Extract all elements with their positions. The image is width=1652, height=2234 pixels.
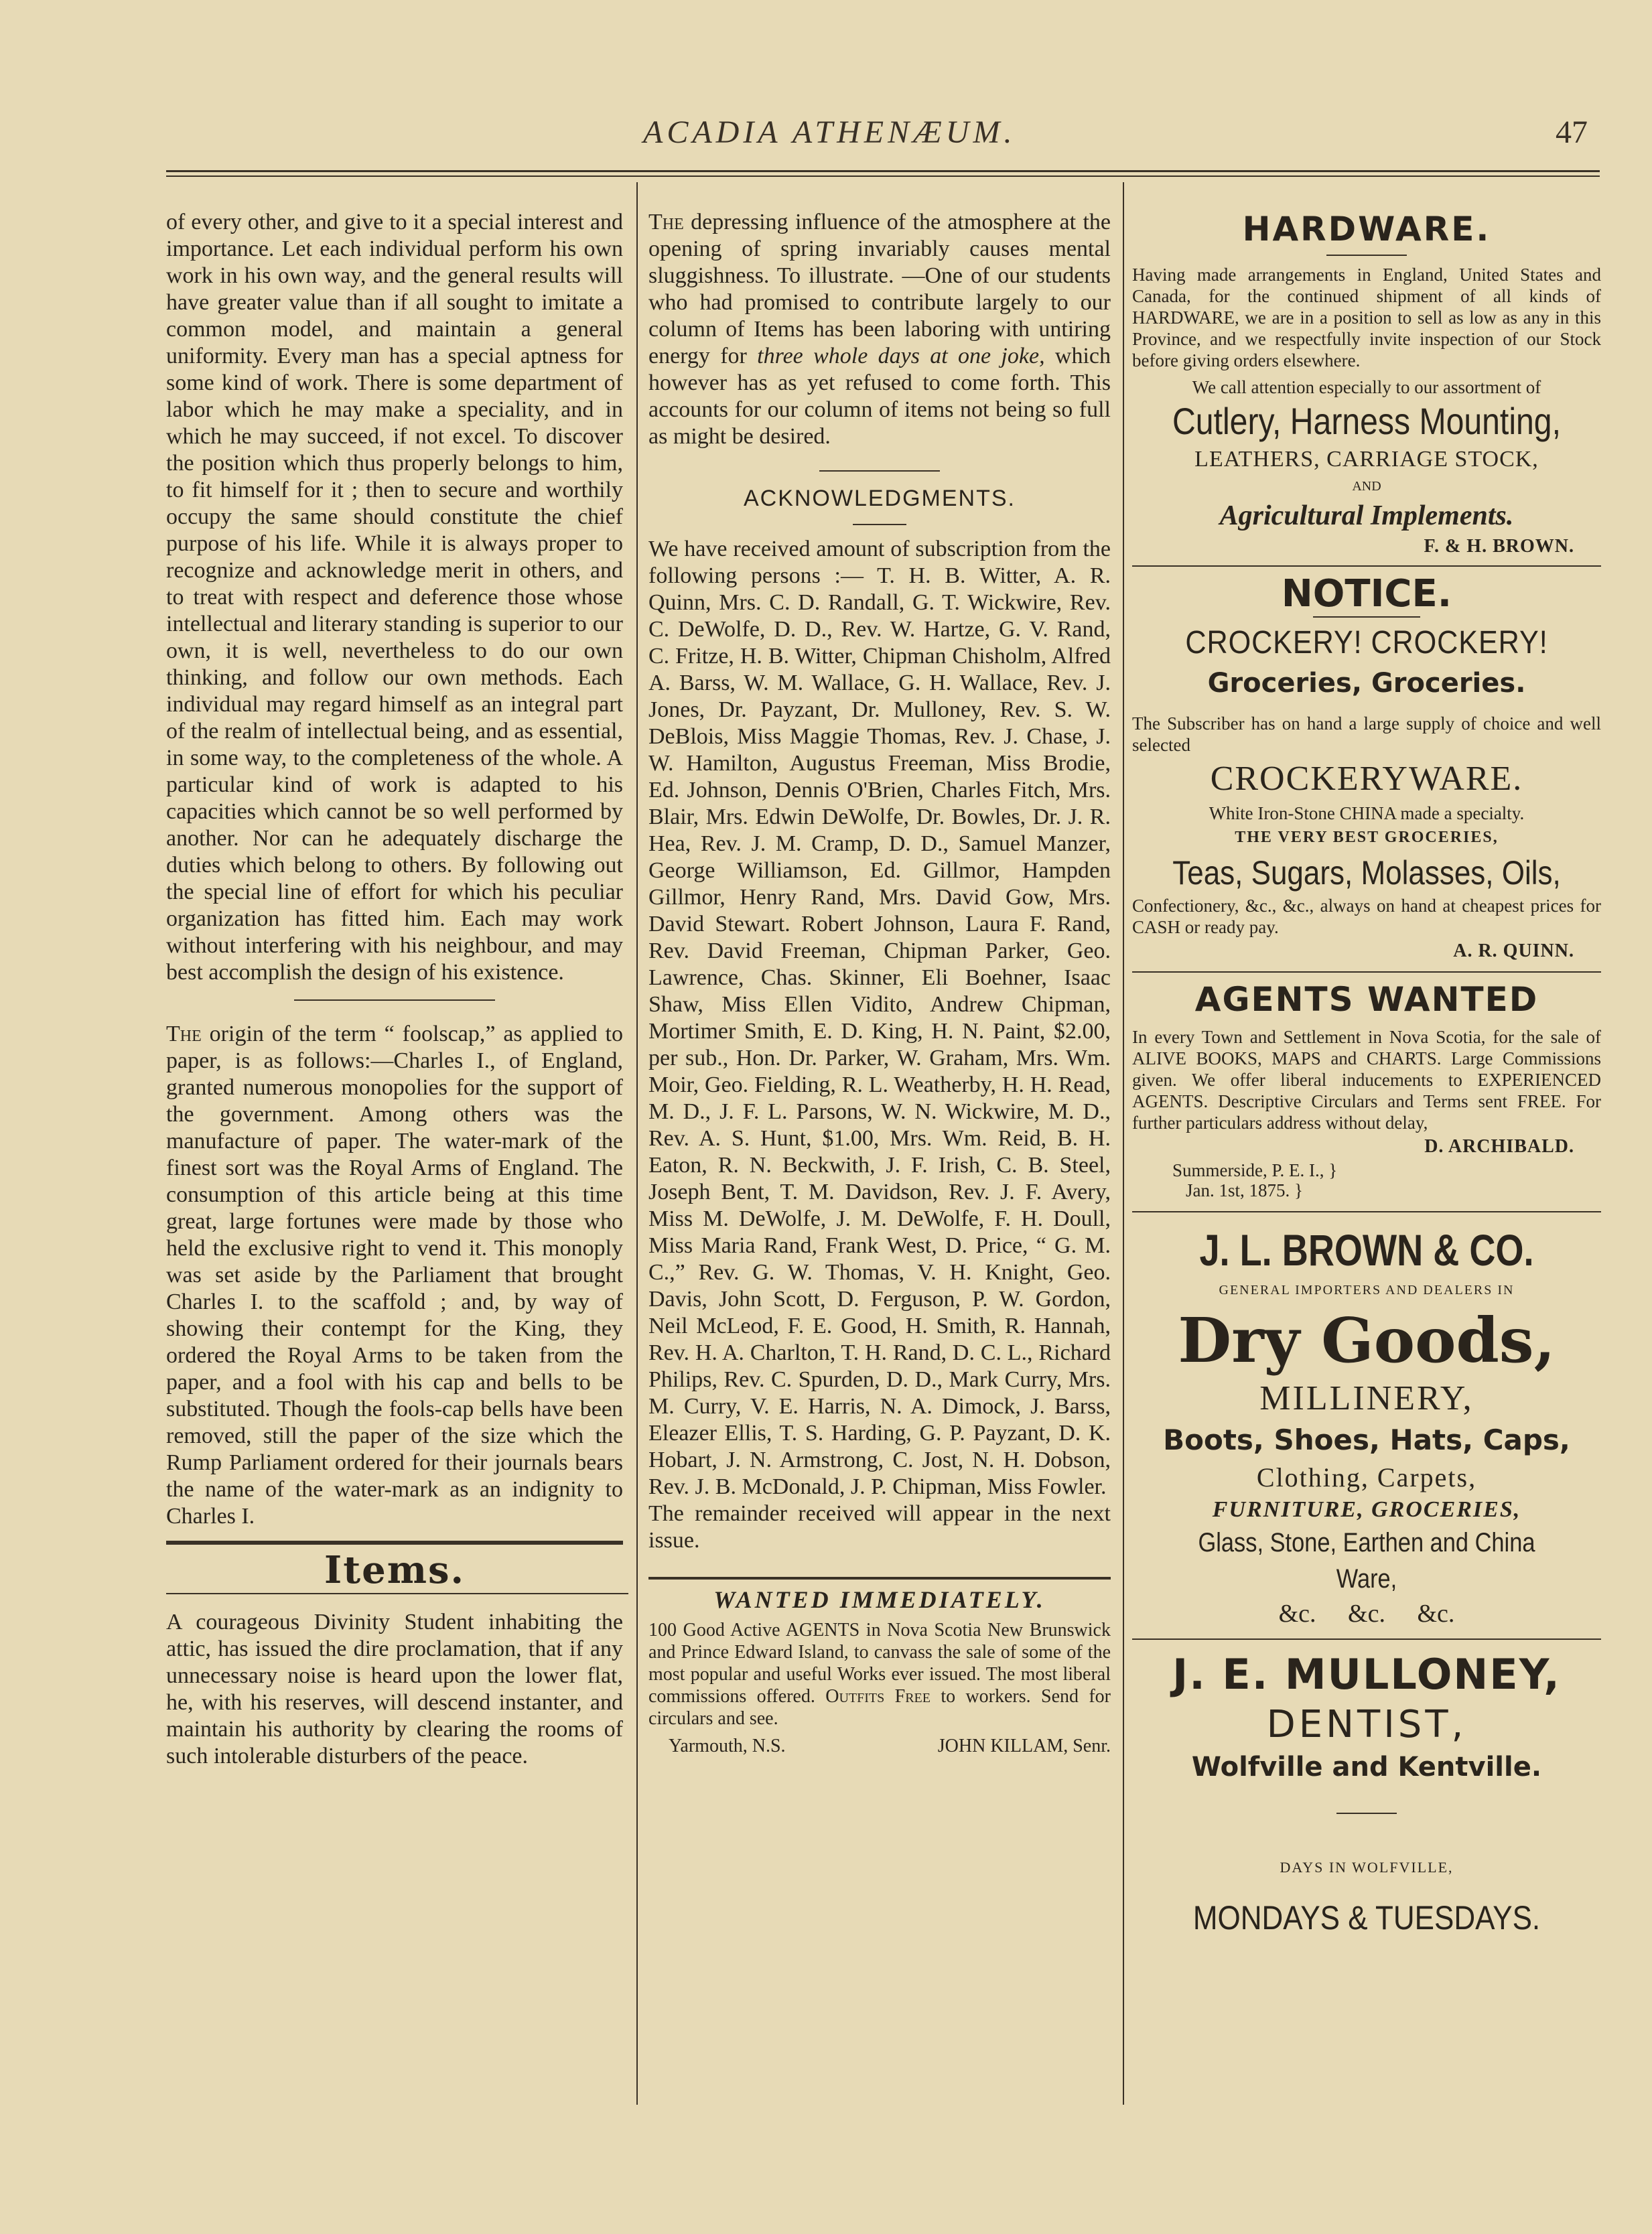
jl-brown-dry-goods: Dry Goods, — [1178, 1304, 1556, 1377]
foolscap-lead: The — [166, 1022, 202, 1046]
foolscap-body: origin of the term “ foolscap,” as applied to paper, is as follows:—Charles I., of England, granted numerous monopolies for the support of the government. Among others was the manufacture of paper. The water-mark of the finest sort was the Royal Arms of England. The consumption of this article being at this time great, large fortunes were made by those who held the exclusive right to vend it. This monoply was set aside by the Parliament that brought Charles I. to the scaffold ; and, by way of showing their contempt for the King, they ordered the Royal Arms to be taken from the paper, and a fool with his cap and bells to be substituted. Though the fools-cap bells have been removed, still the paper of the size which the Rump Parliament ordered for their journals bears the name of the water-mark as an indignity to Charles I. — [166, 1022, 623, 1529]
section-divider — [294, 999, 495, 1001]
acknowledgments-heading: ACKNOWLEDGMENTS. — [743, 486, 1016, 511]
jl-brown-etc: &c. &c. &c. — [1278, 1600, 1455, 1628]
agents-date: Jan. 1st, 1875. — [1186, 1180, 1290, 1200]
hardware-attention: We call attention especially to our assortment of — [1192, 377, 1541, 397]
notice-crockery: CROCKERY! CROCKERY! — [1185, 625, 1548, 660]
wanted-signer: JOHN KILLAM, Senr. — [937, 1736, 1111, 1756]
page-number: 47 — [1556, 115, 1588, 150]
agents-dateline: Summerside, P. E. I., } Jan. 1st, 1875. } — [1172, 1160, 1338, 1200]
jl-brown-furniture: FURNITURE, GROCERIES, — [1212, 1497, 1521, 1522]
notice-teas: Teas, Sugars, Molasses, Oils, — [1172, 854, 1561, 892]
essay-paragraph: of every other, and give to it a special interest and importance. Let each individual perform his own work in his own way, and the general results will have greater value than if all sought to imitate a common model, and maintain a general uniformity. Every man has a special aptness for some kind of work. There is some department of labor which he may make a speciality, and in which he may succeed, if not excel. To discover the position which thus properly belongs to him, to fit himself for it ; then to secure and worthily occupy the same should constitute the chief purpose of his life. While it is always proper to recognize and acknowledge merit in others, and to treat with respect and deference those whose intellectual and literary standing is superior to our own, it is well, nevertheless to do our own thinking, and follow our own methods. Each individual may regard himself as an integral part of the realm of intellectual being, and as essential, in some way, to the completeness of the whole. A particular kind of work is adapted to his capacities which cannot be so well performed by another. Nor can he adequately discharge the duties which belong to others. By following out the special line of effort for which his peculiar organization has fitted him. Each may work without interfering with his neighbour, and may best accomplish the design of his existence. — [166, 210, 623, 985]
dentist-place: Wolfville and Kentville. — [1191, 1752, 1542, 1783]
middle-column — [648, 209, 1111, 1757]
items-paragraph: A courageous Divinity Student inhabiting the attic, has issued the dire proclamation, that if any unnecessary noise is heard upon the lower flat, he, with his reserves, will descend instanter, and maintain his authority by clearing the rooms of such intolerable disturbers of the peace. — [166, 1610, 623, 1768]
column-divider-right — [1123, 182, 1124, 2105]
items-rule — [166, 1541, 623, 1545]
notice-body: The Subscriber has on hand a large supply of choice and well selected — [1132, 713, 1601, 755]
hardware-agri: Agricultural Implements. — [1219, 500, 1514, 531]
notice-conf: Confectionery, &c., &c., always on hand at cheapest prices for CASH or ready pay. — [1132, 896, 1601, 937]
hardware-sign: F. & H. BROWN. — [1424, 536, 1574, 557]
items-heading: Items. — [324, 1548, 465, 1592]
dentist-title: DENTIST, — [1266, 1703, 1467, 1746]
notice-sign: A. R. QUINN. — [1453, 940, 1574, 961]
left-column — [166, 209, 623, 1770]
wanted-outfits: Outfits Free — [825, 1686, 931, 1707]
wanted-place: Yarmouth, N.S. — [669, 1736, 786, 1756]
header-rule-top — [166, 170, 1600, 172]
wanted-signature — [648, 1735, 1111, 1757]
acknowledgments-remainder: The remainder received will appear in the next issue. — [648, 1501, 1111, 1553]
wanted-rule — [648, 1577, 1111, 1580]
wanted-immediately-ad — [648, 1586, 1111, 1757]
notice-ware: CROCKERYWARE. — [1210, 760, 1523, 798]
depressing-lead: The — [648, 210, 684, 234]
depressing-italic: three whole days at one joke, — [757, 344, 1045, 368]
foolscap-article — [166, 1021, 623, 1530]
agents-body: In every Town and Settlement in Nova Scotia, for the sale of ALIVE BOOKS, MAPS and CHARTS. Large Commissions given. We offer liberal inducements to EXPERIENCED AGENTS. Descriptive Circulars and Terms sent FREE. For further particulars address without delay, — [1132, 1027, 1601, 1133]
notice-groceries: Groceries, Groceries. — [1207, 668, 1526, 699]
items-underline — [166, 1593, 628, 1594]
depressing-article — [648, 209, 1111, 450]
wanted-body: 100 Good Active AGENTS in Nova Scotia New Brunswick and Prince Edward Island, to canvass the sale of some of the most popular and useful Works ever issued. The most liberal commissions offered. Outfits Free to workers. Send for circulars and see. — [648, 1620, 1111, 1729]
wanted-title: WANTED IMMEDIATELY. — [713, 1586, 1046, 1613]
jl-brown-sub: GENERAL IMPORTERS AND DEALERS IN — [1219, 1283, 1515, 1298]
depressing-text-b: which however has as yet refused to come forth. This accounts for our column of items not being so full as might be desired. — [648, 344, 1111, 449]
notice-ad — [1132, 572, 1601, 965]
notice-title: NOTICE. — [1281, 572, 1452, 616]
jl-brown-title: J. L. BROWN & CO. — [1199, 1225, 1534, 1275]
masthead-title: ACADIA ATHENÆUM. — [643, 115, 1016, 150]
depressing-text-a: depressing influence of the atmosphere at the opening of spring invariably causes mental sluggishness. To illustrate. —One of our students who had promised to contribute largely to our column of Items has been laboring with untiring energy for — [648, 210, 1111, 368]
dentist-days: DAYS IN WOLFVILLE, — [1280, 1859, 1454, 1876]
ack-underline — [853, 524, 906, 525]
hardware-ad — [1132, 209, 1601, 560]
jl-brown-boots: Boots, Shoes, Hats, Caps, — [1163, 1423, 1570, 1456]
column-divider-left — [636, 182, 638, 2105]
jl-brown-millinery: MILLINERY, — [1259, 1379, 1474, 1417]
section-divider — [819, 470, 940, 472]
jl-brown-glass: Glass, Stone, Earthen and China Ware, — [1198, 1528, 1535, 1594]
hardware-leathers: LEATHERS, CARRIAGE STOCK, — [1194, 447, 1539, 472]
right-column — [1132, 209, 1601, 1941]
notice-best: THE VERY BEST GROCERIES, — [1235, 829, 1499, 846]
dentist-mondays: MONDAYS & TUESDAYS. — [1192, 1899, 1541, 1937]
acknowledgments-list: We have received amount of subscription from the following persons :— T. H. B. Witter, A. R. Quinn, Mrs. C. D. Randall, G. T. Wickwire, Rev. C. DeWolfe, D. D., Rev. W. Hartze, G. V. Rand, C. Fritze, H. B. Witter, Chipman Chisholm, Alfred A. Barss, W. M. Wallace, G. H. Wallace, Rev. J. Jones, Dr. Payzant, Dr. Mulloney, Rev. S. W. DeBlois, Miss Maggie Thomas, Rev. J. Chase, J. W. Hamilton, Augustus Freeman, Miss Brodie, Ed. Johnson, Dennis O'Brien, Charles Fitch, Mrs. Blair, Mrs. Edwin DeWolfe, Dr. Bowles, Dr. J. R. Hea, Rev. J. M. Cramp, D. D., Samuel Manzer, George Williamson, Ed. Gillmor, Hampden Gillmor, Henry Rand, Mrs. David Gow, Mrs. David Stewart. Robert Johnson, Laura F. Rand, Rev. David Freeman, Chipman Parker, Geo. Lawrence, Chas. Skinner, Eli Boehner, Isaac Shaw, Miss Ellen Vidito, Andrew Chipman, Mortimer Smith, E. D. King, H. N. Paint, $2.00, per sub., Hon. Dr. Parker, W. Graham, Mrs. Wm. Moir, Geo. Fielding, R. L. Weatherby, H. H. Read, M. D., J. F. L. Parsons, W. N. Wickwire, M. D., Rev. A. S. Hunt, $1.00, Mrs. Wm. Reid, B. H. Eaton, R. N. Beckwith, J. F. Irish, C. B. Steel, Joseph Bent, T. M. Davidson, Rev. J. F. Avery, Miss M. DeWolfe, J. M. DeWolfe, F. H. Doull, Miss Maria Rand, Frank West, D. Price, “ G. M. C.,” Rev. G. W. Thomas, V. H. Knight, Geo. Davis, John Scott, D. Ferguson, P. W. Gordon, Neil McLeod, F. E. Good, H. Smith, R. Hannah, Rev. H. A. Charlton, T. H. Rand, D. C. L., Richard Philips, Rev. C. Spurden, D. D., Mark Curry, Mrs. M. Curry, V. E. Harris, N. A. Dimock, J. Barss, Eleazer Ellis, T. S. Harding, G. P. Payzant, D. K. Hobart, J. N. Armstrong, C. Jost, N. H. Dobson, Rev. J. B. McDonald, J. P. Chipman, Miss Fowler. — [648, 537, 1111, 1499]
hardware-body: Having made arrangements in England, United States and Canada, for the continued shipment of all kinds of HARDWARE, we are in a position to sell as low as any in this Province, and we respectfully invite inspection of our Stock before giving orders elsewhere. — [1132, 265, 1601, 370]
dentist-ad — [1132, 1648, 1601, 1941]
hardware-and: AND — [1352, 479, 1381, 494]
agents-title: AGENTS WANTED — [1194, 980, 1539, 1019]
header-rule-bottom — [166, 176, 1600, 177]
agents-place: Summerside, P. E. I., — [1172, 1160, 1324, 1180]
dentist-name: J. E. MULLONEY, — [1172, 1650, 1561, 1699]
agents-ad — [1132, 979, 1601, 1200]
jl-brown-clothing: Clothing, Carpets, — [1256, 1462, 1477, 1492]
agents-sign: D. ARCHIBALD. — [1424, 1136, 1574, 1157]
notice-china: White Iron-Stone CHINA made a specialty. — [1209, 803, 1525, 823]
hardware-title: HARDWARE. — [1242, 210, 1491, 249]
jl-brown-ad — [1132, 1223, 1601, 1630]
hardware-cutlery: Cutlery, Harness Mounting, — [1172, 400, 1561, 442]
